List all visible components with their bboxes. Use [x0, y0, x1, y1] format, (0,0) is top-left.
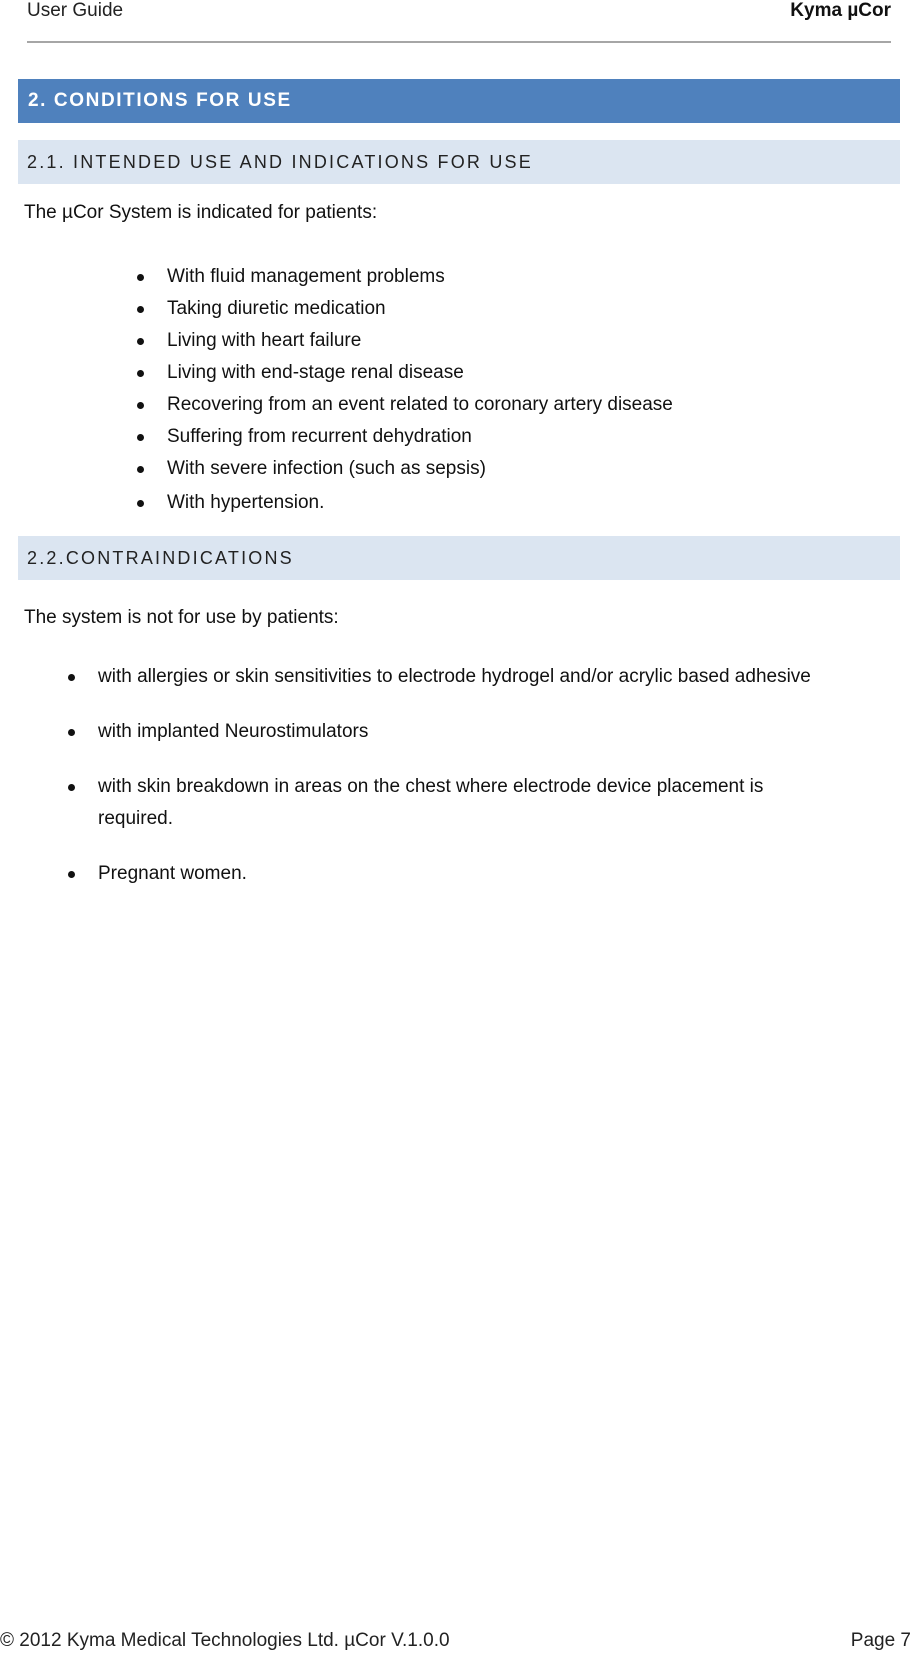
- list-item-text: Recovering from an event related to coronary artery disease: [167, 394, 673, 415]
- list-item-text: Suffering from recurrent dehydration: [167, 426, 472, 447]
- list-item: [98, 661, 898, 693]
- list-item-text: Living with heart failure: [167, 330, 362, 351]
- list-item-text: With severe infection (such as sepsis): [167, 458, 486, 479]
- header-doc-type: User Guide: [27, 0, 124, 21]
- list-item-text: with skin breakdown in areas on the chest where electrode device placement is required.: [98, 776, 764, 829]
- list-item: [167, 424, 673, 456]
- bullet-icon: [137, 434, 144, 441]
- list-item: [167, 456, 673, 488]
- list-item-text: Pregnant women.: [98, 863, 247, 884]
- header-divider: [27, 41, 891, 43]
- list-item: [98, 858, 898, 890]
- bullet-icon: [137, 370, 144, 377]
- bullet-icon: [137, 402, 144, 409]
- bullet-icon: [68, 784, 75, 791]
- contraindications-list: [98, 661, 898, 913]
- contraindications-intro: The system is not for use by patients:: [24, 607, 339, 628]
- bullet-icon: [137, 500, 144, 507]
- list-item: [167, 360, 673, 392]
- bullet-icon: [137, 306, 144, 313]
- list-item-text: with allergies or skin sensitivities to electrode hydrogel and/or acrylic based adhesive: [98, 666, 811, 687]
- list-item: [167, 490, 673, 522]
- subsection-heading-intended-use: 2.1. INTENDED USE AND INDICATIONS FOR USE: [18, 140, 900, 184]
- footer-copyright: © 2012 Kyma Medical Technologies Ltd. µCor V.1.0.0: [0, 1630, 450, 1651]
- subsection-heading-contraindications: 2.2.CONTRAINDICATIONS: [18, 536, 900, 580]
- bullet-icon: [68, 871, 75, 878]
- bullet-icon: [137, 466, 144, 473]
- indications-list: [167, 264, 673, 522]
- section-heading-conditions-for-use: 2. CONDITIONS FOR USE: [18, 79, 900, 123]
- list-item-text: With hypertension.: [167, 492, 325, 513]
- bullet-icon: [68, 729, 75, 736]
- list-item-text: Taking diuretic medication: [167, 298, 386, 319]
- list-item: [98, 716, 898, 748]
- indications-intro: The µCor System is indicated for patients:: [24, 202, 378, 223]
- bullet-icon: [137, 274, 144, 281]
- list-item-text: with implanted Neurostimulators: [98, 721, 369, 742]
- header-product-name: Kyma µCor: [790, 0, 891, 21]
- list-item: [98, 771, 838, 835]
- bullet-icon: [137, 338, 144, 345]
- list-item: [167, 264, 673, 296]
- footer-page-number: Page 7: [850, 1630, 911, 1651]
- bullet-icon: [68, 674, 75, 681]
- list-item-text: Living with end-stage renal disease: [167, 362, 464, 383]
- list-item: [167, 296, 673, 328]
- list-item: [167, 392, 673, 424]
- list-item-text: With fluid management problems: [167, 266, 445, 287]
- list-item: [167, 328, 673, 360]
